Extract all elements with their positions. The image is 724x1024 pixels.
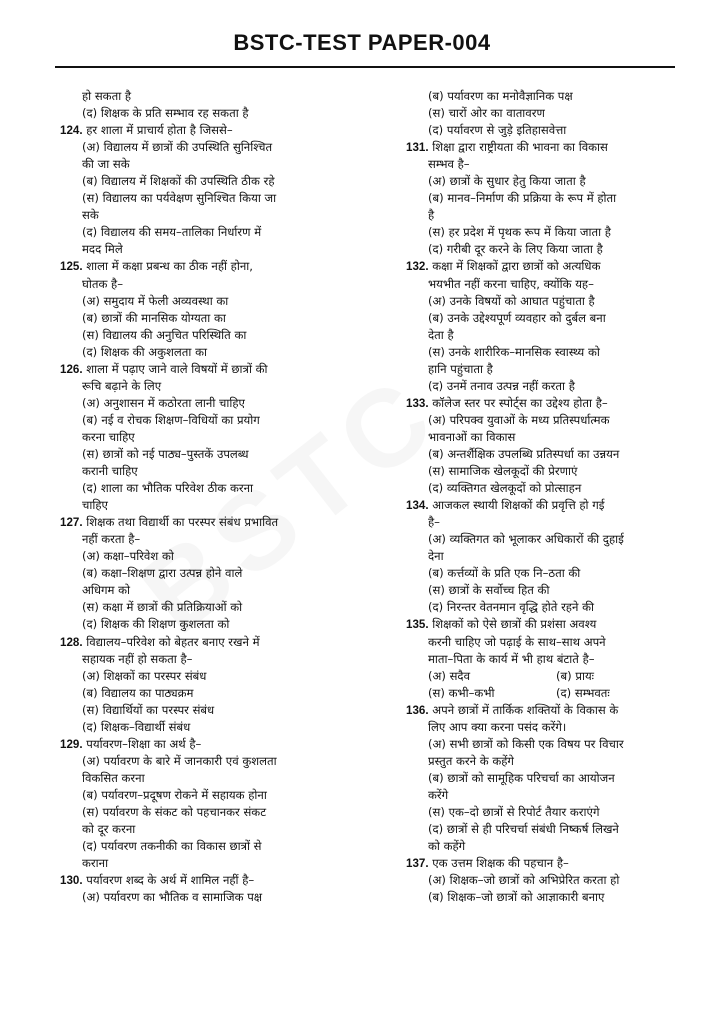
text-line: सके — [82, 208, 99, 223]
text-line: चाहिए — [82, 498, 108, 513]
question-number: 128. — [60, 635, 83, 649]
page-title: BSTC-TEST PAPER-004 — [233, 30, 491, 55]
text-line: हानि पहुंचाता है — [428, 361, 493, 376]
text-line: करनी चाहिए जो पढ़ाई के साथ–साथ अपने — [428, 634, 606, 649]
question-number: 127. — [60, 516, 83, 530]
text-line: (अ) समुदाय में फेली अव्यवस्था का — [82, 293, 229, 308]
question-number: 124. — [60, 124, 83, 138]
question-number: 131. — [406, 141, 429, 155]
option-pair — [406, 668, 674, 685]
title-underline — [55, 66, 675, 68]
text-line: (अ) अनुशासन में कठोरता लानी चाहिए — [82, 395, 245, 410]
question-number: 125. — [60, 260, 83, 274]
text-line: (अ) उनके विषयों को आघात पहुंचाता है — [428, 293, 595, 308]
question-number: 126. — [60, 362, 83, 376]
text-line: (द) शाला का भौतिक परिवेश ठीक करना — [82, 481, 254, 496]
text-line: अधिगम को — [82, 583, 131, 598]
text-line: घोतक है– — [82, 276, 124, 291]
text-line: (स) विद्यालय का पर्यवेक्षण सुनिश्चित किया जा — [82, 191, 277, 206]
question-text: पर्यावरण–शिक्षा का अर्थ है– — [82, 736, 202, 751]
question-line — [60, 872, 354, 889]
text-line: देना — [428, 549, 444, 564]
option-text: (ब) प्रायः — [556, 668, 595, 683]
text-line: (ब) विद्यालय का पाठ्यक्रम — [82, 685, 194, 700]
text-line: (अ) शिक्षकों का परस्पर संबंध — [82, 668, 207, 683]
question-number: 135. — [406, 618, 429, 632]
text-line: (द) गरीबी दूर करने के लिए किया जाता है — [428, 242, 603, 257]
text-line: (ब) नई व रोचक शिक्षण–विधियों का प्रयोग — [82, 412, 260, 427]
text-line: (अ) विद्यालय में छात्रों की उपस्थिति सुनिश्चित — [82, 140, 273, 155]
text-line: भयभीत नहीं करना चाहिए, क्योंकि यह– — [428, 276, 594, 291]
text-line: (द) शिक्षक की अकुशलता का — [82, 344, 207, 359]
text-line: (ब) कर्त्तव्यों के प्रति एक नि–ठता की — [428, 566, 581, 581]
text-line: (स) कक्षा में छात्रों की प्रतिक्रियाओं को — [82, 600, 243, 615]
text-line: (द) पर्यावरण से जुड़े इतिहासवेत्ता — [428, 123, 567, 138]
text-line: (ब) मानव–निर्माण की प्रक्रिया के रूप में होता — [428, 191, 617, 206]
right-column — [406, 88, 674, 906]
text-line: की जा सके — [82, 157, 130, 172]
text-line: (ब) उनके उद्देश्यपूर्ण व्यवहार को दुर्बल बना — [428, 310, 606, 325]
question-text: आजकल स्थायी शिक्षकों की प्रवृत्ति हो गई — [428, 498, 605, 513]
text-line: (ब) छात्रों को सामूहिक परिचर्चा का आयोजन — [428, 770, 615, 785]
text-line: करना चाहिए — [82, 429, 135, 444]
text-line: (द) छात्रों से ही परिचर्चा संबंधी निष्कर्ष लिखने — [428, 822, 619, 837]
text-line: (द) निरन्तर वेतनमान वृद्धि होते रहने की — [428, 600, 594, 615]
text-line: (स) छात्रों को नई पाठ्य–पुस्तकें उपलब्ध — [82, 446, 249, 461]
question-text: शिक्षा द्वारा राष्ट्रीयता की भावना का विकास — [428, 140, 608, 155]
question-text: हर शाला में प्राचार्य होता है जिससे– — [82, 123, 233, 138]
text-line: (द) पर्यावरण तकनीकी का विकास छात्रों से — [82, 839, 262, 854]
text-line: (ब) विद्यालय में शिक्षकों की उपस्थिति ठीक रहे — [82, 174, 275, 189]
question-text: एक उत्तम शिक्षक की पहचान है– — [428, 856, 569, 871]
text-line: (अ) परिपक्व युवाओं के मध्य प्रतिस्पर्धात्मक — [428, 412, 610, 427]
text-line: कराना — [82, 856, 109, 871]
text-line: (अ) शिक्षक–जो छात्रों को अभिप्रेरित करता हो — [428, 873, 620, 888]
text-line: (द) शिक्षक–विद्यार्थी संबंध — [82, 719, 191, 734]
question-line — [406, 702, 674, 719]
left-column — [60, 88, 354, 906]
text-line: (अ) व्यक्तिगत को भूलाकर अधिकारों की दुहाई — [428, 532, 624, 547]
question-line — [60, 514, 354, 531]
question-text: शाला में पढ़ाए जाने वाले विषयों में छात्रों की — [82, 361, 268, 376]
text-line: (द) व्यक्तिगत खेलकूदों को प्रोत्साहन — [428, 481, 582, 496]
text-line: देता है — [428, 327, 454, 342]
question-line — [406, 855, 674, 872]
question-number: 130. — [60, 874, 83, 888]
question-text: कॉलेज स्तर पर स्पोर्ट्स का उद्देश्य होता है– — [428, 395, 608, 410]
text-line: (स) हर प्रदेश में पृथक रूप में किया जाता है — [428, 225, 611, 240]
text-line: (अ) छात्रों के सुधार हेतु किया जाता है — [428, 174, 586, 189]
text-line: करानी चाहिए — [82, 464, 138, 479]
question-number: 133. — [406, 396, 429, 410]
text-line: (स) एक–दो छात्रों से रिपोर्ट तैयार कराएंगे — [428, 804, 600, 819]
text-line: सहायक नहीं हो सकता है– — [82, 651, 193, 666]
text-line: (स) सामाजिक खेलकूदों की प्रेरणाएं — [428, 464, 578, 479]
text-line: प्रस्तुत करने के कहेंगे — [428, 753, 514, 768]
text-line: (ब) छात्रों की मानसिक योग्यता का — [82, 310, 226, 325]
question-text: शाला में कक्षा प्रबन्ध का ठीक नहीं होना, — [82, 259, 253, 274]
text-line: (स) विद्यार्थियों का परस्पर संबंध — [82, 702, 215, 717]
text-line: को दूर करना — [82, 822, 136, 837]
text-line: (स) छात्रों के सर्वोच्च हित की — [428, 583, 550, 598]
text-line: हो सकता है — [82, 89, 132, 103]
question-line — [60, 122, 354, 139]
question-line — [60, 258, 354, 275]
question-text: कक्षा में शिक्षकों द्वारा छात्रों को अत्यधिक — [428, 259, 601, 274]
question-line — [60, 736, 354, 753]
text-line: (द) विद्यालय की समय–तालिका निर्धारण में — [82, 225, 262, 240]
text-line: (स) विद्यालय की अनुचित परिस्थिति का — [82, 327, 247, 342]
text-line: (ब) पर्यावरण–प्रदूषण रोकने में सहायक होना — [82, 787, 267, 802]
text-line: लिए आप क्या करना पसंद करेंगे। — [428, 719, 567, 734]
text-line: नहीं करता है– — [82, 532, 141, 547]
text-line: है– — [428, 515, 440, 530]
text-line: मदद मिले — [82, 242, 123, 257]
question-number: 136. — [406, 703, 429, 717]
text-line: विकसित करना — [82, 770, 145, 785]
question-text: शिक्षकों को ऐसे छात्रों की प्रशंसा अवश्य — [428, 617, 597, 632]
question-line — [60, 634, 354, 651]
text-line: है — [428, 208, 435, 223]
text-line: करेंगे — [428, 787, 449, 802]
text-line: सम्भव है– — [428, 157, 470, 172]
text-line: (द) उनमें तनाव उत्पन्न नहीं करता है — [428, 378, 575, 393]
question-number: 132. — [406, 260, 429, 274]
question-text: शिक्षक तथा विद्यार्थी का परस्पर संबंध प्रभावित — [82, 515, 279, 530]
text-line: (ब) कक्षा–शिक्षण द्वारा उत्पन्न होने वाले — [82, 566, 243, 581]
text-line: (अ) पर्यावरण के बारे में जानकारी एवं कुशलता — [82, 753, 277, 768]
option-text: (अ) सदैव — [428, 668, 471, 683]
question-line — [406, 258, 674, 275]
question-number: 134. — [406, 499, 429, 513]
option-text: (द) सम्भवतः — [556, 685, 610, 700]
question-line — [406, 395, 674, 412]
option-pair — [406, 685, 674, 702]
text-line: (ब) शिक्षक–जो छात्रों को आज्ञाकारी बनाए — [428, 890, 605, 905]
text-line: (द) शिक्षक के प्रति सम्भाव रह सकता है — [82, 106, 249, 121]
text-line: रूचि बढ़ाने के लिए — [82, 378, 162, 393]
question-line — [406, 616, 674, 633]
text-line: (अ) कक्षा–परिवेश को — [82, 549, 174, 564]
text-line: (द) शिक्षक की शिक्षण कुशलता को — [82, 617, 230, 632]
question-text: अपने छात्रों में तार्किक शक्तियों के विकास के — [428, 702, 619, 717]
text-line: भावनाओं का विकास — [428, 429, 516, 444]
text-line: (अ) सभी छात्रों को किसी एक विषय पर विचार — [428, 736, 624, 751]
text-line: (ब) अन्तर्शैक्षिक उपलब्धि प्रतिस्पर्धा का उन्नयन — [428, 446, 620, 461]
option-text: (स) कभी–कभी — [428, 685, 495, 700]
question-text: पर्यावरण शब्द के अर्थ में शामिल नहीं है– — [82, 873, 255, 888]
text-line: माता–पिता के कार्य में भी हाथ बंटाते है– — [428, 651, 595, 666]
text-line: (ब) पर्यावरण का मनोवैज्ञानिक पक्ष — [428, 89, 573, 103]
text-line: (अ) पर्यावरण का भौतिक व सामाजिक पक्ष — [82, 890, 263, 905]
question-number: 129. — [60, 737, 83, 751]
question-line — [406, 139, 674, 156]
question-text: विद्यालय–परिवेश को बेहतर बनाए रखने में — [82, 634, 260, 649]
question-line — [406, 497, 674, 514]
text-line: (स) पर्यावरण के संकट को पहचानकर संकट — [82, 804, 267, 819]
question-number: 137. — [406, 857, 429, 871]
text-line: को कहेंगे — [428, 839, 466, 854]
text-line: (स) चारों ओर का वातावरण — [428, 106, 545, 121]
question-line — [60, 361, 354, 378]
text-line: (स) उनके शारीरिक–मानसिक स्वास्थ्य को — [428, 344, 600, 359]
